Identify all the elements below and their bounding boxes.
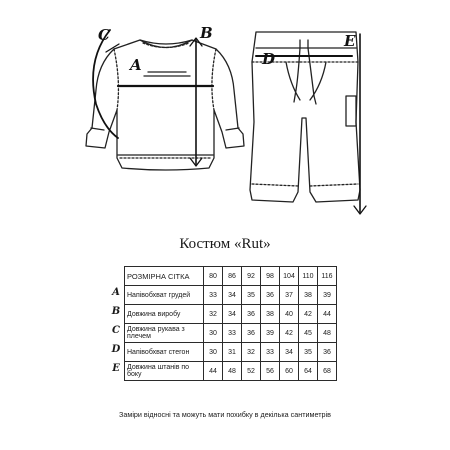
sweatshirt-drawing [86,30,244,170]
measurement-value: 52 [242,362,261,381]
label-d: D [262,50,276,68]
measurement-value: 34 [223,305,242,324]
size-header-cell: 86 [223,267,242,286]
row-letter-marker: B [111,306,121,317]
label-a: A [130,56,142,74]
table-row [125,286,337,305]
table-row [125,324,337,343]
size-table [124,266,337,381]
row-letter-marker: A [112,287,120,298]
measurement-value: 45 [299,324,318,343]
measurement-value: 39 [318,286,337,305]
measurement-value: 68 [318,362,337,381]
measurement-label: Напівобхват стегон [125,343,204,362]
size-header-cell: 110 [299,267,318,286]
measurement-value: 32 [204,305,223,324]
measurement-value: 35 [242,286,261,305]
size-header-cell: 104 [280,267,299,286]
row-letter-marker: D [111,344,121,355]
measurement-value: 33 [204,286,223,305]
measurement-value: 30 [204,343,223,362]
measurement-value: 44 [204,362,223,381]
measurement-value: 38 [299,286,318,305]
measurement-value: 36 [318,343,337,362]
row-letter-marker: E [112,363,120,374]
page-title: Костюм «Rut» [179,236,271,252]
measurement-value: 30 [204,324,223,343]
measurement-footnote: Заміри відносні та можуть мати похибку в декілька сантиметрів [119,410,331,419]
table-row [125,343,337,362]
measurement-label: Довжина виробу [125,305,204,324]
measurement-label: Довжина рукава з плечем [125,324,204,343]
size-table-title: РОЗМІРНА СІТКА [125,267,204,286]
size-table-header [125,267,337,286]
measurement-value: 38 [261,305,280,324]
measurement-value: 31 [223,343,242,362]
measurement-value: 35 [299,343,318,362]
table-row [125,305,337,324]
size-header-cell: 116 [318,267,337,286]
measurement-value: 32 [242,343,261,362]
measurement-value: 44 [318,305,337,324]
measurement-value: 36 [261,286,280,305]
measurement-value: 33 [223,324,242,343]
row-letter-marker: C [112,325,120,336]
table-row [125,362,337,381]
label-c: C [98,26,110,44]
size-header-cell: 92 [242,267,261,286]
measurement-value: 48 [223,362,242,381]
measurement-value: 39 [261,324,280,343]
size-header-cell: 80 [204,267,223,286]
measurement-value: 42 [280,324,299,343]
measurement-value: 42 [299,305,318,324]
measurement-value: 34 [223,286,242,305]
size-header-cell: 98 [261,267,280,286]
label-b: B [200,24,213,42]
measurement-value: 37 [280,286,299,305]
measurement-value: 56 [261,362,280,381]
measurement-label: Довжина штанів по боку [125,362,204,381]
measurement-value: 36 [242,324,261,343]
measurement-value: 48 [318,324,337,343]
measurement-value: 34 [280,343,299,362]
measurement-label: Напівобхват грудей [125,286,204,305]
measurement-value: 40 [280,305,299,324]
measurement-value: 64 [299,362,318,381]
measurement-value: 60 [280,362,299,381]
measurement-value: 33 [261,343,280,362]
measurement-value: 36 [242,305,261,324]
label-e: E [344,32,356,50]
